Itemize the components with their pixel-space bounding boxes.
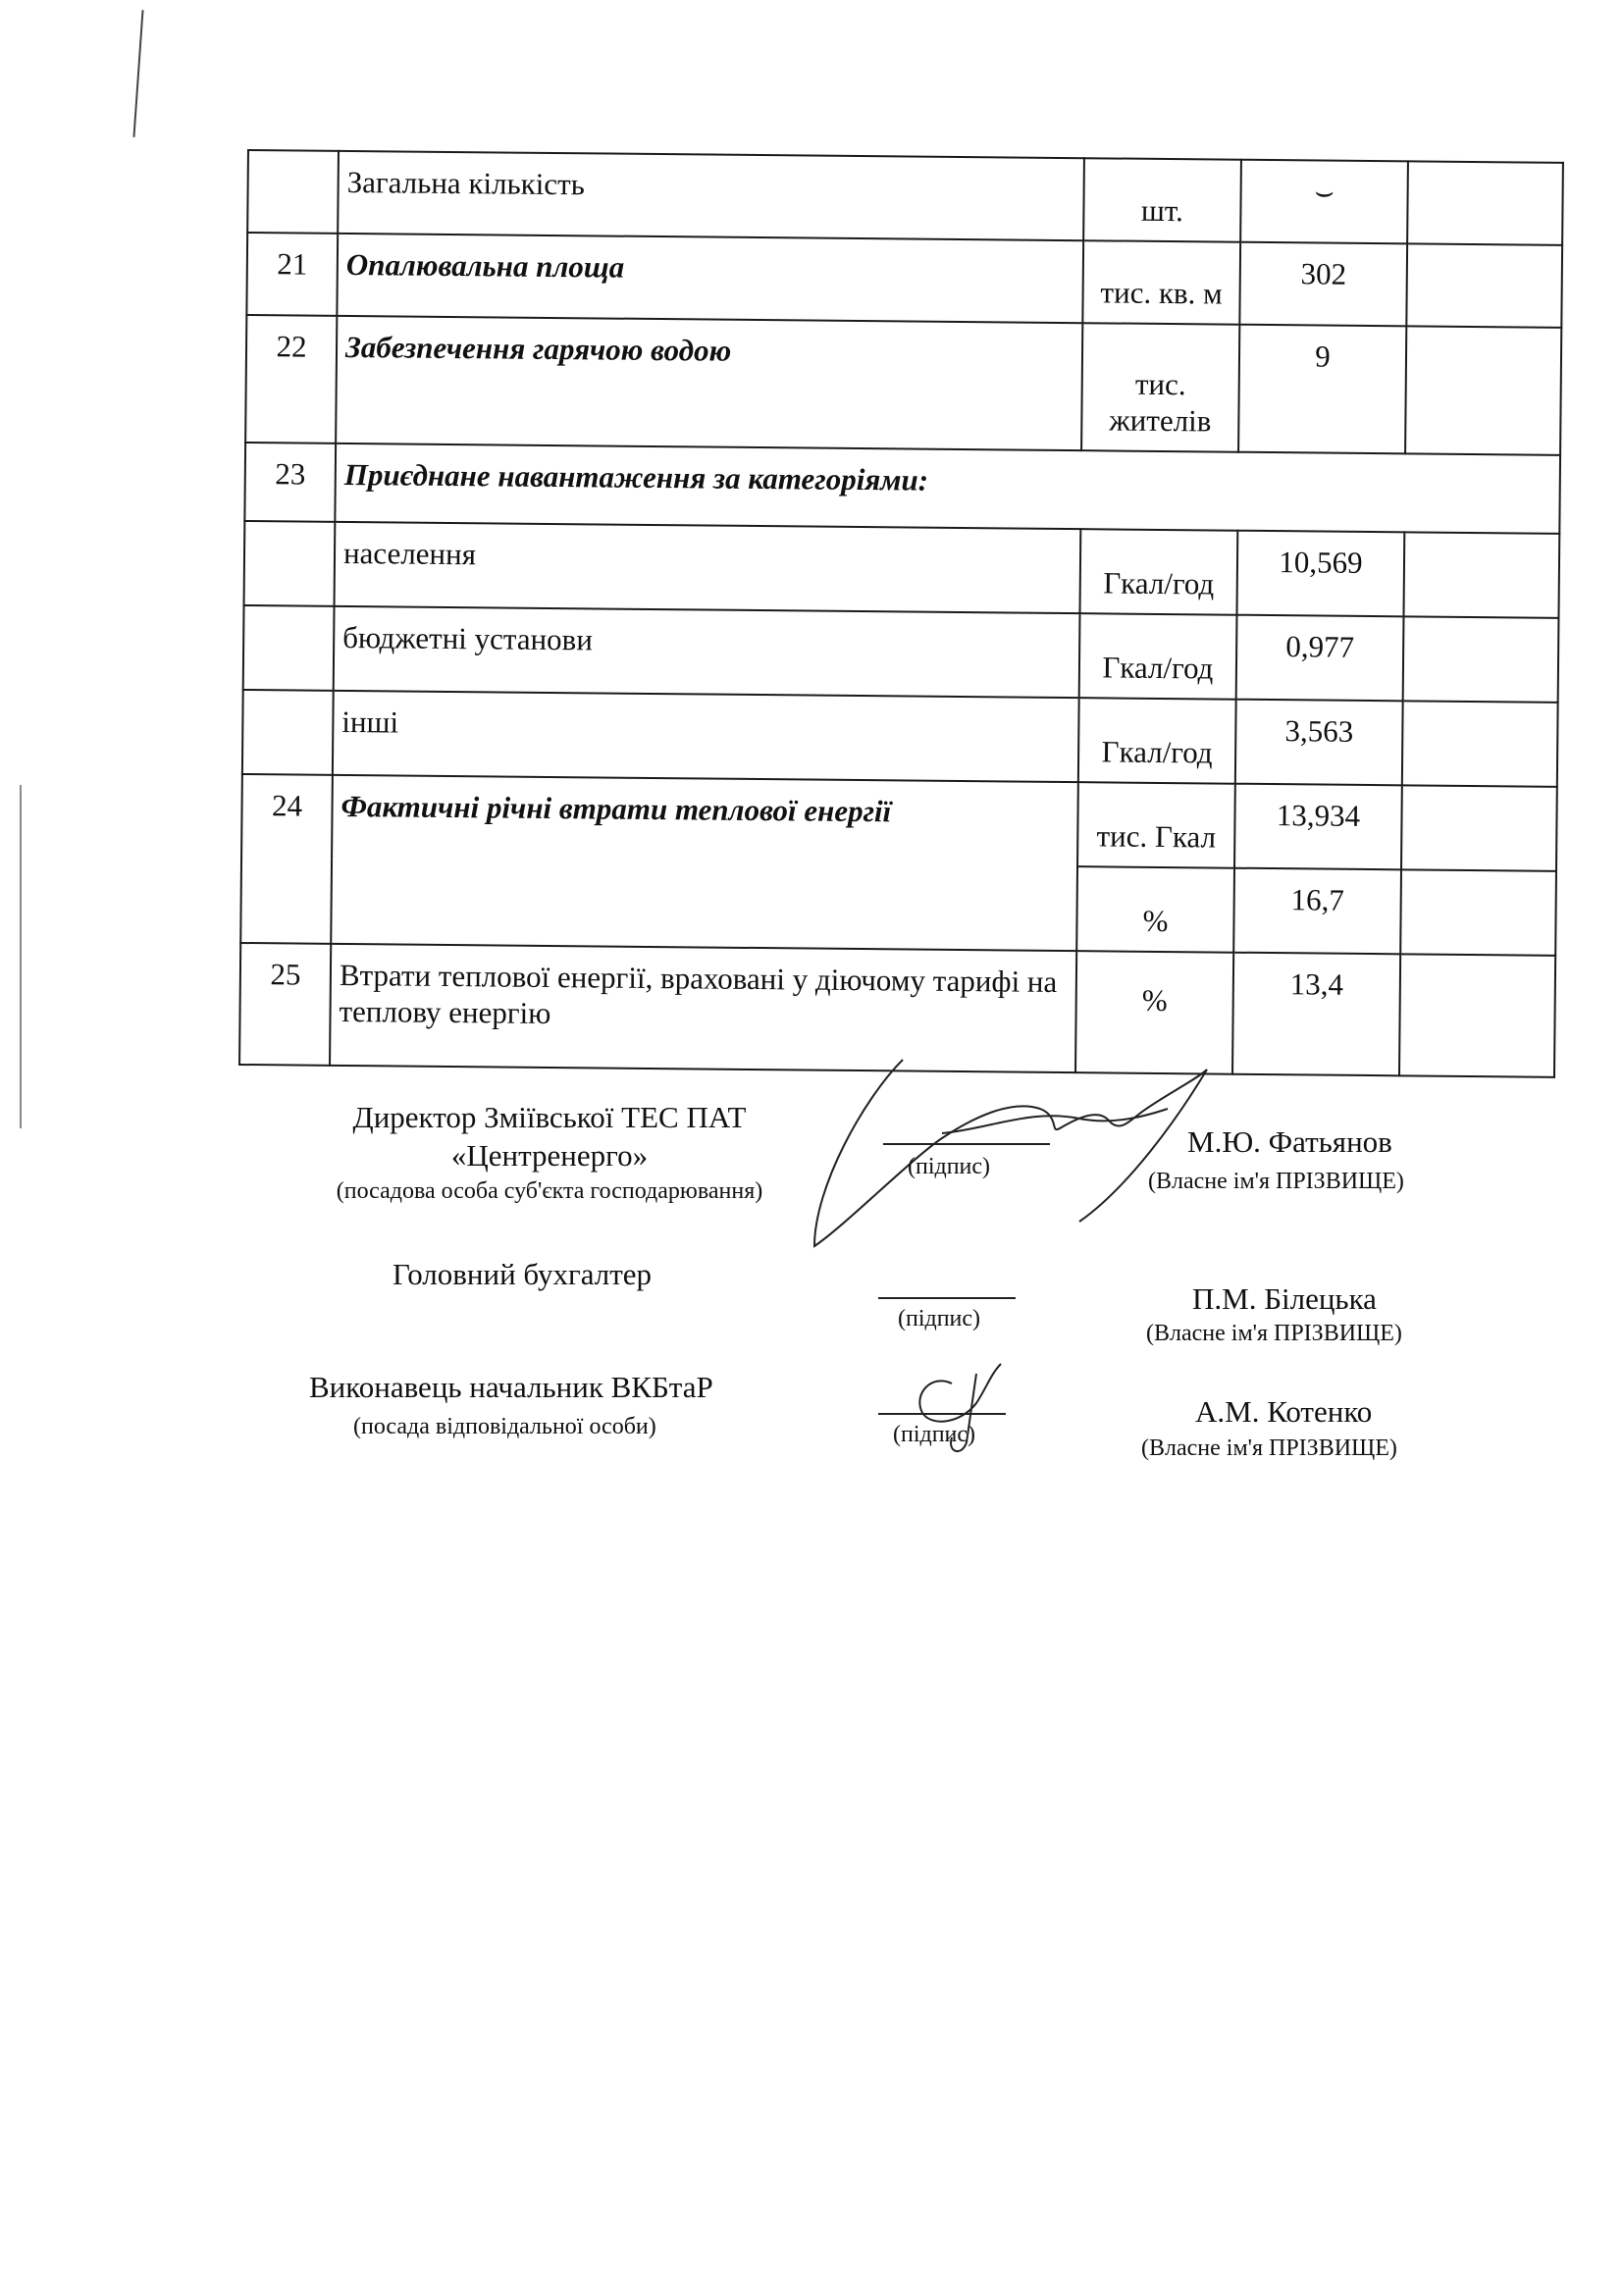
row-unit: % <box>1076 866 1234 953</box>
executor-caption: (посада відповідальної особи) <box>353 1414 656 1439</box>
row-name: Опалювальна площа <box>337 234 1083 323</box>
scan-edge-mark <box>132 10 143 137</box>
director-signature <box>785 1040 1217 1256</box>
table-row <box>245 315 1561 455</box>
row-value: 10,569 <box>1236 531 1404 617</box>
accountant-name: П.М. Білецька <box>1192 1281 1377 1316</box>
table-row <box>247 150 1563 245</box>
row-extra <box>1407 161 1563 245</box>
director-name-caption: (Власне ім'я ПРІЗВИЩЕ) <box>1148 1169 1404 1194</box>
scan-edge-mark <box>20 785 22 1128</box>
row-number: 22 <box>245 315 337 444</box>
row-number: 23 <box>244 443 336 522</box>
row-extra <box>1399 954 1555 1077</box>
row-name: населення <box>335 522 1081 613</box>
row-number: 24 <box>240 774 333 944</box>
row-name: Забезпечення гарячою водою <box>336 316 1082 450</box>
data-table <box>238 149 1564 1078</box>
row-number <box>243 605 335 691</box>
table-row <box>244 521 1560 618</box>
row-name: бюджетні установи <box>334 606 1080 698</box>
row-unit: Гкал/год <box>1079 529 1237 615</box>
row-value: ⌣ <box>1240 160 1408 244</box>
row-unit: тис. Гкал <box>1077 782 1235 868</box>
table-row <box>243 605 1559 703</box>
row-value: 302 <box>1239 242 1407 327</box>
director-title <box>294 1099 805 1175</box>
row-number <box>247 150 339 234</box>
row-value: 3,563 <box>1235 700 1403 786</box>
row-value: 13,4 <box>1232 953 1400 1076</box>
director-title-line2: «Центренерго» <box>450 1137 649 1173</box>
row-extra <box>1402 701 1558 787</box>
accountant-sign-caption: (підпис) <box>898 1306 981 1331</box>
executor-name-caption: (Власне ім'я ПРІЗВИЩЕ) <box>1141 1435 1397 1461</box>
row-unit: Гкал/год <box>1079 613 1237 700</box>
director-title-line1: Директор Зміївської ТЕС ПАТ <box>352 1100 747 1134</box>
row-extra <box>1400 869 1556 956</box>
row-name: Втрати теплової енергії, враховані у діючому тарифі на теплову енергію <box>330 944 1076 1072</box>
row-value: 16,7 <box>1233 868 1401 955</box>
row-extra <box>1403 616 1559 703</box>
director-sign-line <box>883 1143 1050 1145</box>
row-extra <box>1403 532 1559 618</box>
row-name: Приєднане навантаження за категоріями: <box>335 444 1560 534</box>
row-extra <box>1401 785 1557 871</box>
executor-title: Виконавець начальник ВКБтаР <box>309 1370 713 1404</box>
director-sign-caption: (підпис) <box>908 1154 991 1179</box>
row-value: 13,934 <box>1234 784 1402 870</box>
table-row <box>246 233 1562 328</box>
accountant-title: Головний бухгалтер <box>393 1257 653 1291</box>
row-unit: Гкал/год <box>1078 698 1236 784</box>
table-row <box>241 774 1557 871</box>
row-number <box>244 521 336 606</box>
director-caption: (посадова особа суб'єкта господарювання) <box>336 1178 763 1204</box>
row-value: 9 <box>1238 325 1406 454</box>
executor-name: А.М. Котенко <box>1195 1394 1373 1429</box>
row-number: 21 <box>246 233 338 316</box>
row-name: інші <box>333 691 1079 782</box>
row-extra <box>1406 243 1562 328</box>
row-number <box>242 690 334 775</box>
row-extra <box>1405 326 1561 455</box>
row-unit: % <box>1075 951 1233 1074</box>
accountant-name-caption: (Власне ім'я ПРІЗВИЩЕ) <box>1146 1321 1402 1346</box>
accountant-sign-line <box>878 1297 1016 1299</box>
row-number: 25 <box>239 943 331 1066</box>
executor-sign-line <box>878 1413 1006 1415</box>
row-unit: тис. кв. м <box>1082 240 1240 325</box>
table-row <box>242 690 1558 787</box>
row-unit: тис. жителів <box>1081 323 1239 452</box>
row-name: Загальна кількість <box>338 151 1084 240</box>
director-name: М.Ю. Фатьянов <box>1187 1124 1392 1159</box>
row-unit: шт. <box>1083 158 1241 242</box>
row-name: Фактичні річні втрати теплової енергії <box>331 775 1078 951</box>
executor-sign-caption: (підпис) <box>893 1422 976 1447</box>
table-row <box>244 443 1560 534</box>
row-value: 0,977 <box>1236 615 1404 702</box>
